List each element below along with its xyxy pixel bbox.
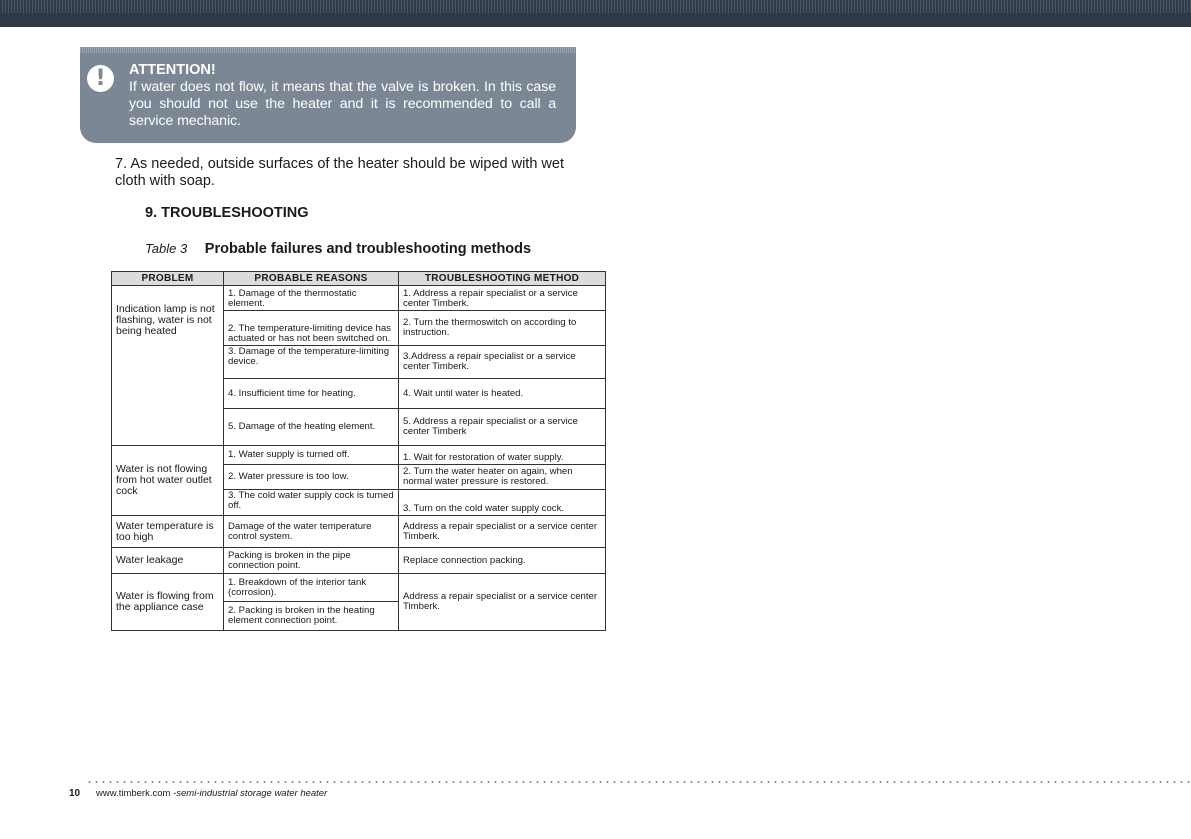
table-row	[112, 548, 606, 574]
troubleshooting-table	[111, 271, 606, 631]
reason-cell: 1. Damage of the thermostatic element.	[224, 286, 399, 311]
problem-cell: Water temperature is too high	[112, 516, 224, 548]
reason-cell: 2. Packing is broken in the heating element connection point.	[224, 602, 399, 631]
problem-cell: Water is flowing from the appliance case	[112, 574, 224, 631]
method-cell: 4. Wait until water is heated.	[399, 379, 606, 409]
header-problem: PROBLEM	[112, 272, 224, 286]
attention-body: If water does not flow, it means that the valve is broken. In this case you should not use the heater and it is recommended to call a service mechanic.	[129, 79, 556, 129]
table-row	[112, 446, 606, 465]
table-row	[112, 516, 606, 548]
method-cell: 5. Address a repair specialist or a service center Timberk	[399, 409, 606, 446]
table-header-row	[112, 272, 606, 286]
method-cell: Address a repair specialist or a service center Timberk.	[399, 574, 606, 631]
method-cell: 3.Address a repair specialist or a service center Timberk.	[399, 346, 606, 379]
reason-cell: 1. Breakdown of the interior tank (corrosion).	[224, 574, 399, 602]
problem-cell: Indication lamp is not flashing, water is not being heated	[112, 286, 224, 446]
method-cell: Address a repair specialist or a service center Timberk.	[399, 516, 606, 548]
reason-cell: 3. Damage of the temperature-limiting device.	[224, 346, 399, 379]
method-cell: 1. Wait for restoration of water supply.	[399, 446, 606, 465]
reason-cell: 5. Damage of the heating element.	[224, 409, 399, 446]
header-probable-reasons: PROBABLE REASONS	[224, 272, 399, 286]
problem-cell: Water leakage	[112, 548, 224, 574]
page-number: 10	[69, 788, 81, 799]
maintenance-paragraph-7: 7. As needed, outside surfaces of the heater should be wiped with wet cloth with soap.	[115, 156, 564, 189]
table-caption-title: Probable failures and troubleshooting methods	[204, 241, 532, 257]
method-cell: 2. Turn the water heater on again, when normal water pressure is restored.	[399, 465, 606, 490]
footer-dotted-divider	[86, 781, 1191, 783]
reason-cell: Packing is broken in the pipe connection point.	[224, 548, 399, 574]
reason-cell: 2. The temperature-limiting device has actuated or has not been switched on.	[224, 311, 399, 346]
reason-cell: Damage of the water temperature control system.	[224, 516, 399, 548]
header-troubleshooting-method: TROUBLESHOOTING METHOD	[399, 272, 606, 286]
method-cell: Replace connection packing.	[399, 548, 606, 574]
footer-text	[96, 788, 327, 799]
section-title: 9. TROUBLESHOOTING	[145, 205, 309, 221]
table-row	[112, 574, 606, 602]
attention-title: ATTENTION!	[129, 62, 216, 78]
reason-cell: 2. Water pressure is too low.	[224, 465, 399, 490]
footer-subtitle: -semi-industrial storage water heater	[173, 788, 328, 799]
table-row	[112, 286, 606, 311]
footer-site-link[interactable]: www.timberk.com	[96, 788, 171, 799]
attention-box	[80, 47, 576, 143]
method-cell: 3. Turn on the cold water supply cock.	[399, 490, 606, 516]
reason-cell: 1. Water supply is turned off.	[224, 446, 399, 465]
exclamation-icon: !	[87, 65, 114, 92]
table-caption	[145, 241, 531, 257]
problem-cell: Water is not flowing from hot water outlet cock	[112, 446, 224, 516]
table-caption-label: Table 3	[145, 241, 188, 256]
reason-cell: 4. Insufficient time for heating.	[224, 379, 399, 409]
method-cell: 1. Address a repair specialist or a service center Timberk.	[399, 286, 606, 311]
top-banner	[0, 0, 1191, 27]
reason-cell: 3. The cold water supply cock is turned off.	[224, 490, 399, 516]
method-cell: 2. Turn the thermoswitch on according to instruction.	[399, 311, 606, 346]
